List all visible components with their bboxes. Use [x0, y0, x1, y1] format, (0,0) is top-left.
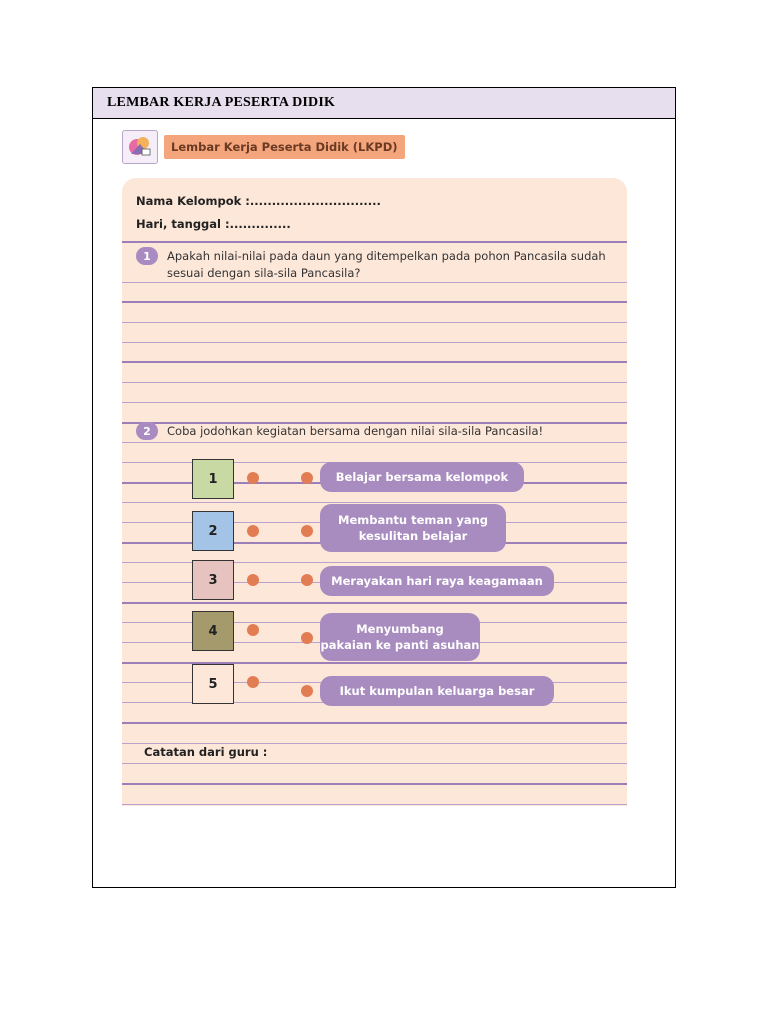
- ruled-line: [122, 763, 627, 764]
- ruled-line: [122, 502, 627, 503]
- match-dot-right-3[interactable]: [301, 574, 313, 586]
- match-activity-4-line2: pakaian ke panti asuhan: [320, 638, 480, 652]
- match-number-box-5: 5: [192, 664, 234, 704]
- ruled-line: [122, 402, 627, 403]
- teacher-notes-label: Catatan dari guru :: [144, 745, 268, 759]
- group-name-field[interactable]: Nama Kelompok :..............................: [136, 194, 381, 208]
- match-dot-right-2[interactable]: [301, 525, 313, 537]
- day-date-field[interactable]: Hari, tanggal :..............: [136, 217, 291, 231]
- ruled-line: [122, 342, 627, 343]
- worksheet-title: LEMBAR KERJA PESERTA DIDIK: [107, 95, 336, 110]
- ruled-line: [122, 301, 627, 303]
- match-dot-left-1[interactable]: [247, 472, 259, 484]
- ruled-line: [122, 241, 627, 243]
- match-activity-5: [320, 676, 554, 706]
- ruled-line: [122, 361, 627, 363]
- match-activity-1-line1: Belajar bersama kelompok: [335, 470, 509, 484]
- match-number-box-3: 3: [192, 560, 234, 600]
- worksheet-sheet: [122, 178, 627, 806]
- ruled-line: [122, 722, 627, 724]
- match-activity-2-line2: kesulitan belajar: [358, 529, 468, 543]
- worksheet-header: [93, 88, 675, 119]
- match-dot-right-5[interactable]: [301, 685, 313, 697]
- ruled-line: [122, 382, 627, 383]
- question-2-text: Coba jodohkan kegiatan bersama dengan nilai sila-sila Pancasila!: [167, 424, 544, 438]
- match-dot-left-5[interactable]: [247, 676, 259, 688]
- match-number-box-1: 1: [192, 459, 234, 499]
- match-dot-left-2[interactable]: [247, 525, 259, 537]
- match-activity-5-line1: Ikut kumpulan keluarga besar: [339, 684, 535, 698]
- match-activity-4-line1: Menyumbang: [356, 622, 444, 636]
- question-1-text-line2: sesuai dengan sila-sila Pancasila?: [167, 266, 361, 280]
- match-activity-2: [320, 504, 506, 552]
- match-dot-left-3[interactable]: [247, 574, 259, 586]
- match-dot-right-1[interactable]: [301, 472, 313, 484]
- match-dot-left-4[interactable]: [247, 624, 259, 636]
- question-2-number: 2: [136, 422, 158, 440]
- match-activity-3: [320, 566, 554, 596]
- ruled-line: [122, 783, 627, 785]
- ruled-line: [122, 743, 627, 744]
- match-activity-1: [320, 462, 524, 492]
- question-1-number: 1: [136, 247, 158, 265]
- lkpd-illustration-icon: [122, 130, 158, 164]
- ruled-line: [122, 442, 627, 443]
- match-number-box-4: 4: [192, 611, 234, 651]
- question-1-text-line1: Apakah nilai-nilai pada daun yang ditempelkan pada pohon Pancasila sudah: [167, 249, 606, 263]
- lkpd-badge: [122, 130, 405, 164]
- match-number-box-2: 2: [192, 511, 234, 551]
- ruled-line: [122, 804, 627, 805]
- match-activity-2-line1: Membantu teman yang: [338, 513, 488, 527]
- match-activity-4: [320, 613, 480, 661]
- match-activity-3-line1: Merayakan hari raya keagamaan: [331, 574, 543, 588]
- ruled-line: [122, 282, 627, 283]
- lkpd-label: Lembar Kerja Peserta Didik (LKPD): [164, 135, 405, 159]
- ruled-line: [122, 322, 627, 323]
- ruled-line: [122, 602, 627, 604]
- match-dot-right-4[interactable]: [301, 632, 313, 644]
